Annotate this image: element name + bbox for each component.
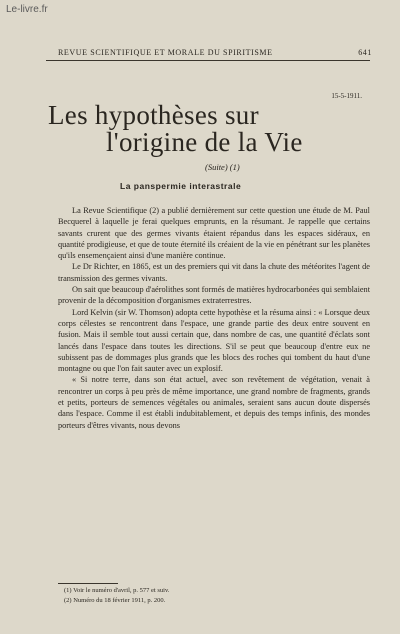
footnotes [64,586,169,606]
footnote: (1) Voir le numéro d'avril, p. 577 et suiv. [64,587,170,594]
paragraph: La Revue Scientifique (2) a publié dernièrement sur cette question une étude de M. Paul Becquerel à laquelle je ferai quelques emprunts, en la résumant. Je rappelle que certains savants crurent que des germes vivants étaient répandus dans les espaces sidéraux, en quantité prodigieuse, et que de toute éternité ils créaient de la vie en pénétrant sur les planètes qu'ils ensemençaient ainsi d'une manière continue. [58,206,370,261]
paragraph: On sait que beaucoup d'aérolithes sont formés de matières hydrocarbonées qui semblaient provenir de la décomposition d'organismes extraterrestres. [58,285,371,306]
footnote-rule [58,583,118,584]
footnote: (2) Numéro du 18 février 1911, p. 200. [64,597,166,604]
article-title-line-2: l'origine de la Vie [106,127,303,157]
continuation-note: (Suite) (1) [205,162,240,172]
section-heading: La panspermie interastrale [120,181,242,191]
header-rule [46,60,370,61]
paragraph: Le Dr Richter, en 1865, est un des premiers qui vit dans la chute des météorites l'agent de transmission des germes vivants. [58,262,370,283]
journal-name: REVUE SCIENTIFIQUE ET MORALE DU SPIRITISME [58,48,273,57]
article-date: 15-5-1911. [331,92,362,100]
article-title-line-1: Les hypothèses sur [48,100,259,130]
paragraph: « Si notre terre, dans son état actuel, avec son revêtement de végétation, venait à rencontrer un corps à peu près de même importance, une grand nombre de fragments, grands et petits, porteurs de semences végétales ou animales, seraient sans aucun doute dispersés dans l'espace. Comme il est établi indubitablement, et depuis des temps infinis, des mondes porteurs d'êtres vivants, nous devons [58,375,370,430]
site-watermark: Le-livre.fr [6,4,48,15]
paragraph: Lord Kelvin (sir W. Thomson) adopta cette hypothèse et la résuma ainsi : « Lorsque deux corps célestes se rencontrent dans l'espace, une grande partie des deux entre souvent en fusion. Mais il semble tout aussi certain que, dans nombre de cas, une quantité d'éclats sont lancés dans l'espace dans toutes les directions. S'il se peut que beaucoup d'entre eux ne subissent pas de dommages plus grands que les blocs des roches qui tombent du haut d'une montagne ou que l'on fait sauter avec un explosif. [58,307,370,374]
article-body [58,205,370,431]
page-number: 641 [358,48,372,57]
